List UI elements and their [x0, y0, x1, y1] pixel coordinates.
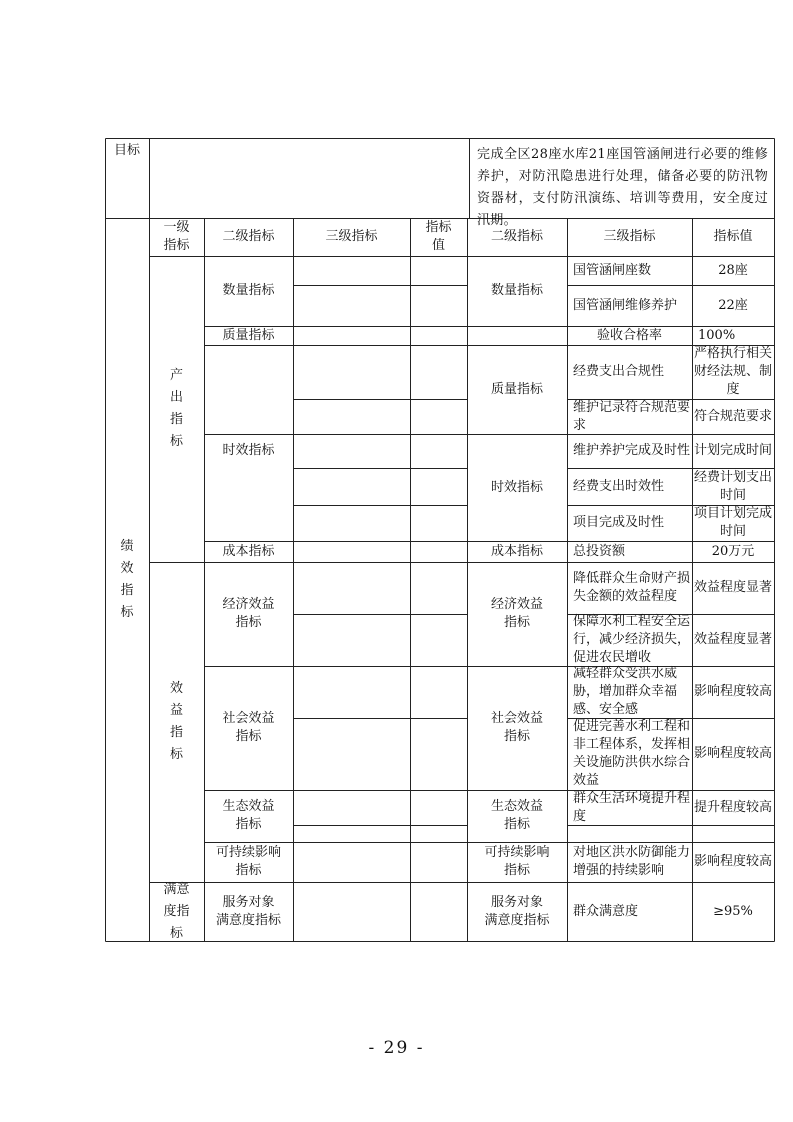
goal-label: 目标 [113, 143, 140, 158]
left-ecological: 生态效益 指标 [222, 799, 275, 832]
indicator-name-16: 群众满意度 [573, 903, 639, 919]
left-timeliness: 时效指标 [222, 443, 275, 458]
indicator-value-3: 100% [698, 327, 736, 343]
header-right-value: 指标值 [713, 229, 753, 244]
header-level2: 二级指标 [222, 229, 275, 244]
header-right-level3: 三级指标 [603, 229, 656, 244]
indicator-name-13: 促进完善水利工程和非工程体系，发挥相关设施防洪供水综合效益 [573, 719, 691, 788]
right-timeliness: 时效指标 [490, 479, 543, 495]
indicator-value-8: 项目计划完成时间 [694, 506, 773, 539]
indicator-value-16: ≥95% [713, 903, 753, 919]
header-right-level2: 二级指标 [490, 229, 543, 244]
indicator-value-11: 效益程度显著 [694, 632, 773, 647]
indicator-name-4: 经费支出合规性 [573, 364, 665, 379]
left-quantity: 数量指标 [222, 283, 275, 298]
goal-text: 完成全区28座水库21座国管涵闸进行必要的维修养护，对防汛隐患进行处理，储备必要的防汛物资器材，支付防汛演练、培训等费用，安全度过汛期。 [477, 147, 768, 228]
group-benefit: 效 益 指 标 [169, 681, 183, 762]
indicator-value-9: 20万元 [711, 543, 755, 559]
right-social: 社会效益 指标 [490, 711, 543, 744]
indicator-value-15: 影响程度较高 [694, 854, 773, 869]
right-ecological: 生态效益 指标 [490, 799, 543, 832]
header-level1: 一级 指标 [163, 220, 190, 253]
indicator-name-15: 对地区洪水防御能力增强的持续影响 [573, 845, 691, 878]
right-quality: 质量指标 [490, 381, 543, 397]
indicator-value-7: 经费计划支出时间 [694, 469, 773, 503]
indicator-name-10: 降低群众生命财产损失金额的效益程度 [573, 571, 691, 604]
left-sustainable: 可持续影响 指标 [215, 845, 281, 878]
indicator-name-3: 验收合格率 [596, 327, 662, 343]
indicator-value-5: 符合规范要求 [694, 408, 773, 424]
left-economic: 经济效益 指标 [222, 597, 275, 630]
indicator-name-8: 项目完成及时性 [573, 515, 665, 530]
right-quantity: 数量指标 [490, 283, 543, 298]
indicator-name-1: 国管涵闸座数 [573, 262, 652, 278]
indicator-value-13: 影响程度较高 [694, 746, 773, 761]
indicator-value-4: 严格执行相关财经法规、制度 [694, 346, 773, 397]
left-service: 服务对象 满意度指标 [215, 894, 281, 928]
indicator-value-10: 效益程度显著 [694, 580, 773, 595]
header-level3: 三级指标 [325, 229, 378, 244]
right-service: 服务对象 满意度指标 [484, 894, 550, 928]
left-quality: 质量指标 [222, 327, 275, 343]
indicator-value-6: 计划完成时间 [694, 443, 773, 458]
indicator-value-2: 22座 [718, 297, 748, 313]
right-sustainable: 可持续影响 指标 [484, 845, 550, 878]
group-output: 产 出 指 标 [169, 368, 183, 449]
right-cost: 成本指标 [490, 543, 543, 559]
indicator-name-14: 群众生活环境提升程度 [573, 790, 691, 824]
indicator-name-6: 维护养护完成及时性 [573, 443, 691, 458]
group-satisfaction: 满意 度指 标 [163, 881, 190, 941]
left-social: 社会效益 指标 [222, 711, 275, 744]
page-number: - 29 - [368, 1038, 425, 1058]
indicator-name-7: 经费支出时效性 [573, 478, 665, 494]
indicator-name-9: 总投资额 [573, 543, 626, 559]
indicator-value-1: 28座 [718, 262, 748, 278]
header-value: 指标 值 [425, 220, 452, 253]
indicator-value-14: 提升程度较高 [694, 799, 773, 815]
right-economic: 经济效益 指标 [490, 597, 543, 630]
indicator-value-12: 影响程度较高 [694, 684, 773, 699]
indicator-name-12: 减轻群众受洪水威胁，增加群众幸福感、安全感 [573, 666, 678, 717]
indicator-name-5: 维护记录符合规范要求 [573, 399, 691, 433]
left-cost: 成本指标 [222, 543, 275, 559]
indicator-name-11: 保障水利工程安全运行，减少经济损失，促进农民增收 [573, 614, 691, 665]
performance-indicators-label: 绩 效 指 标 [120, 538, 134, 620]
indicator-name-2: 国管涵闸维修养护 [573, 297, 678, 313]
